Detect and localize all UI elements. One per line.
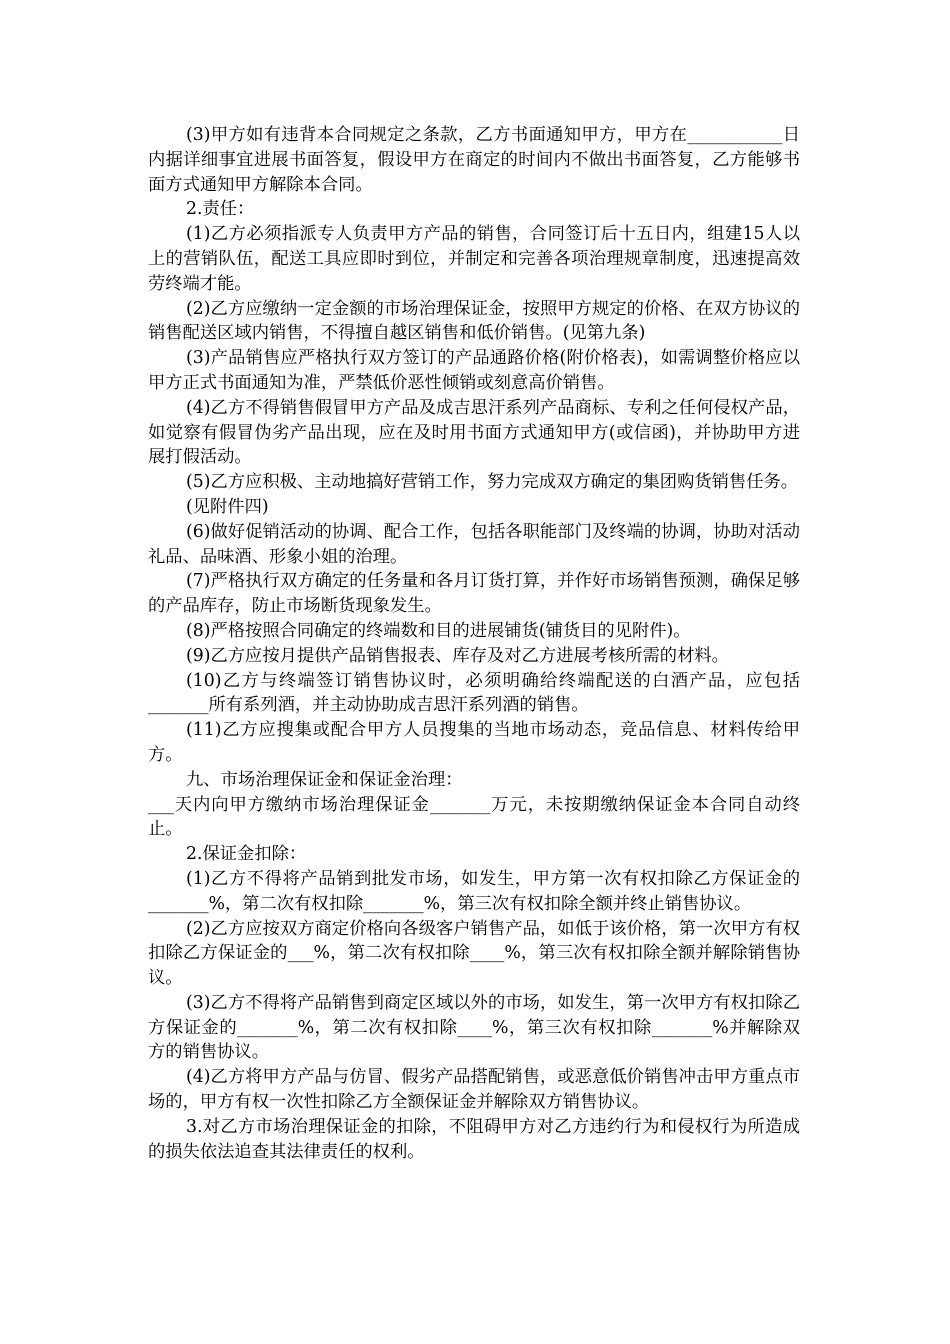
paragraph: (6)做好促销活动的协调、配合工作，包括各职能部门及终端的协调，协助对活动礼品、品味酒、形象小姐的治理。	[148, 521, 800, 567]
document-body	[148, 123, 800, 1164]
paragraph: (1)乙方不得将产品销到批发市场，如发生，甲方第一次有权扣除乙方保证金的_______%，第二次有权扣除_______%，第三次有权扣除全额并终止销售协议。	[148, 868, 800, 914]
paragraph: (见附件四)	[186, 496, 269, 517]
paragraph: (2)乙方应按双方商定价格向各级客户销售产品，如低于该价格，第一次甲方有权扣除乙方保证金的___%，第二次有权扣除____%，第三次有权扣除全额并解除销售协议。	[148, 918, 800, 989]
paragraph: (3)甲方如有违背本合同规定之条款，乙方书面通知甲方，甲方在___________日内据详细事宜进展书面答复，假设甲方在商定的时间内不做出书面答复，乙方能够书面方式通知甲方解除本合同。	[148, 125, 800, 195]
paragraph: (11)乙方应搜集或配合甲方人员搜集的当地市场动态，竞品信息、材料传给甲方。	[148, 720, 800, 765]
paragraph: 3.对乙方市场治理保证金的扣除，不阻碍甲方对乙方违约行为和侵权行为所造成的损失依法追查其法律责任的权利。	[148, 1116, 800, 1162]
section-heading: 九、市场治理保证金和保证金治理：	[186, 769, 463, 790]
paragraph: (9)乙方应按月提供产品销售报表、库存及对乙方进展考核所需的材料。	[186, 645, 729, 666]
paragraph: ___天内向甲方缴纳市场治理保证金_______万元，未按期缴纳保证金本合同自动终止。	[148, 794, 800, 840]
paragraph: (7)严格执行双方确定的任务量和各月订货打算，并作好市场销售预测，确保足够的产品库存，防止市场断货现象发生。	[148, 571, 800, 617]
paragraph: (2)乙方应缴纳一定金额的市场治理保证金，按照甲方规定的价格、在双方协议的销售配送区域内销售，不得擅自越区销售和低价销售。(见第九条)	[148, 298, 800, 344]
paragraph: (10)乙方与终端签订销售协议时，必须明确给终端配送的白酒产品，应包括_______所有系列酒，并主动协助成吉思汗系列酒的销售。	[148, 670, 800, 716]
paragraph: (4)乙方不得销售假冒甲方产品及成吉思汗系列产品商标、专利之任何侵权产品，如觉察有假冒伪劣产品出现，应在及时用书面方式通知甲方(或信函)，并协助甲方进展打假活动。	[148, 397, 800, 468]
paragraph: (3)乙方不得将产品销售到商定区域以外的市场，如发生，第一次甲方有权扣除乙方保证金的_______%，第二次有权扣除____%，第三次有权扣除_______%并解除双方的销售协议。	[148, 992, 800, 1063]
section-heading: 2.保证金扣除：	[186, 844, 307, 865]
paragraph: (1)乙方必须指派专人负责甲方产品的销售，合同签订后十五日内，组建15人以上的营销队伍，配送工具应即时到位，并制定和完善各项治理规章制度，迅速提高效劳终端才能。	[148, 224, 800, 294]
paragraph: (4)乙方将甲方产品与仿冒、假劣产品搭配销售，或恶意低价销售冲击甲方重点市场的，甲方有权一次性扣除乙方全额保证金并解除双方销售协议。	[148, 1067, 800, 1113]
paragraph: (5)乙方应积极、主动地搞好营销工作，努力完成双方确定的集团购货销售任务。	[186, 472, 799, 493]
paragraph: (3)产品销售应严格执行双方签订的产品通路价格(附价格表)，如需调整价格应以甲方正式书面通知为准，严禁低价恶性倾销或刻意高价销售。	[148, 348, 800, 393]
section-heading: 2.责任：	[186, 199, 255, 220]
paragraph: (8)严格按照合同确定的终端数和目的进展铺货(铺货目的见附件)。	[186, 620, 691, 641]
